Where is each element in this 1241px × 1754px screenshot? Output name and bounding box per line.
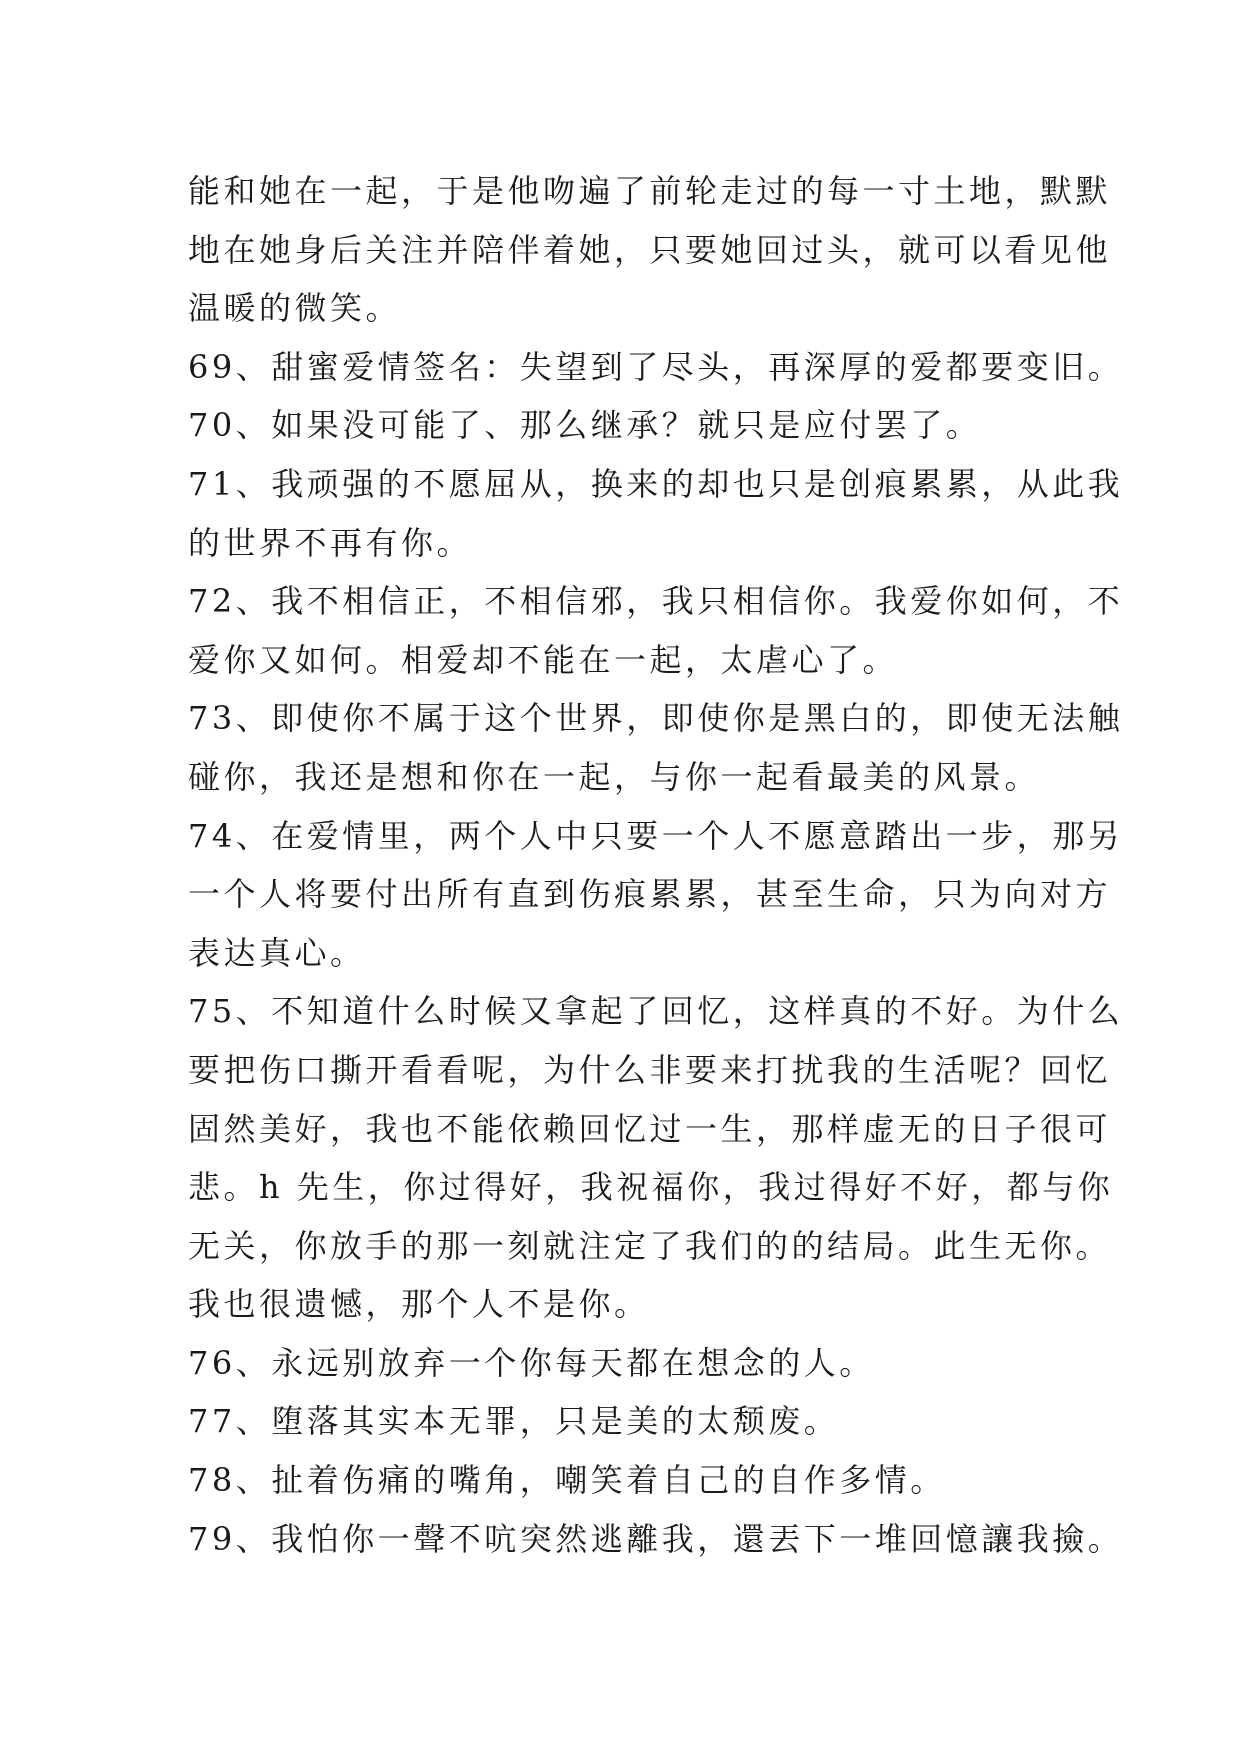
text-line: 71、我顽强的不愿屈从，换来的却也只是创痕累累，从此我: [188, 464, 1124, 503]
text-line: 76、永远别放弃一个你每天都在想念的人。: [188, 1343, 875, 1382]
text-line: 悲。h 先生，你过得好，我祝福你，我过得好不好，都与你: [188, 1168, 1114, 1207]
text-line: 无关，你放手的那一刻就注定了我们的的结局。此生无你。: [188, 1226, 1112, 1265]
text-line: 77、堕落其实本无罪，只是美的太颓废。: [188, 1402, 840, 1441]
text-line: 69、甜蜜爱情签名：失望到了尽头，再深厚的爱都要变旧。: [188, 347, 1124, 386]
text-line: 固然美好，我也不能依赖回忆过一生，那样虚无的日子很可: [188, 1109, 1112, 1148]
text-line: 要把伤口撕开看看呢，为什么非要来打扰我的生活呢？回忆: [188, 1050, 1112, 1089]
text-line: 碰你，我还是想和你在一起，与你一起看最美的风景。: [188, 757, 1041, 796]
text-line: 78、扯着伤痛的嘴角，嘲笑着自己的自作多情。: [188, 1461, 946, 1500]
text-line: 爱你又如何。相爱却不能在一起，太虐心了。: [188, 640, 899, 679]
document-body: [188, 162, 1124, 1568]
text-line: 温暖的微笑。: [188, 289, 402, 328]
text-line: 一个人将要付出所有直到伤痕累累，甚至生命，只为向对方: [188, 875, 1112, 914]
text-line: 70、如果没可能了、那么继承？就只是应付罢了。: [188, 406, 982, 445]
text-line: 表达真心。: [188, 933, 366, 972]
text-line: 地在她身后关注并陪伴着她，只要她回过头，就可以看见他: [188, 230, 1112, 269]
text-line: 的世界不再有你。: [188, 523, 473, 562]
text-line: 72、我不相信正，不相信邪，我只相信你。我爱你如何，不: [188, 582, 1124, 621]
text-line: 74、在爱情里，两个人中只要一个人不愿意踏出一步，那另: [188, 816, 1124, 855]
text-line: 我也很遗憾，那个人不是你。: [188, 1285, 650, 1324]
text-line: 79、我怕你一聲不吭突然逃離我，還丟下一堆回憶讓我撿。: [188, 1519, 1124, 1558]
text-line: 73、即使你不属于这个世界，即使你是黑白的，即使无法触: [188, 699, 1124, 738]
text-line: 75、不知道什么时候又拿起了回忆，这样真的不好。为什么: [188, 992, 1124, 1031]
text-line: 能和她在一起，于是他吻遍了前轮走过的每一寸土地，默默: [188, 172, 1112, 210]
